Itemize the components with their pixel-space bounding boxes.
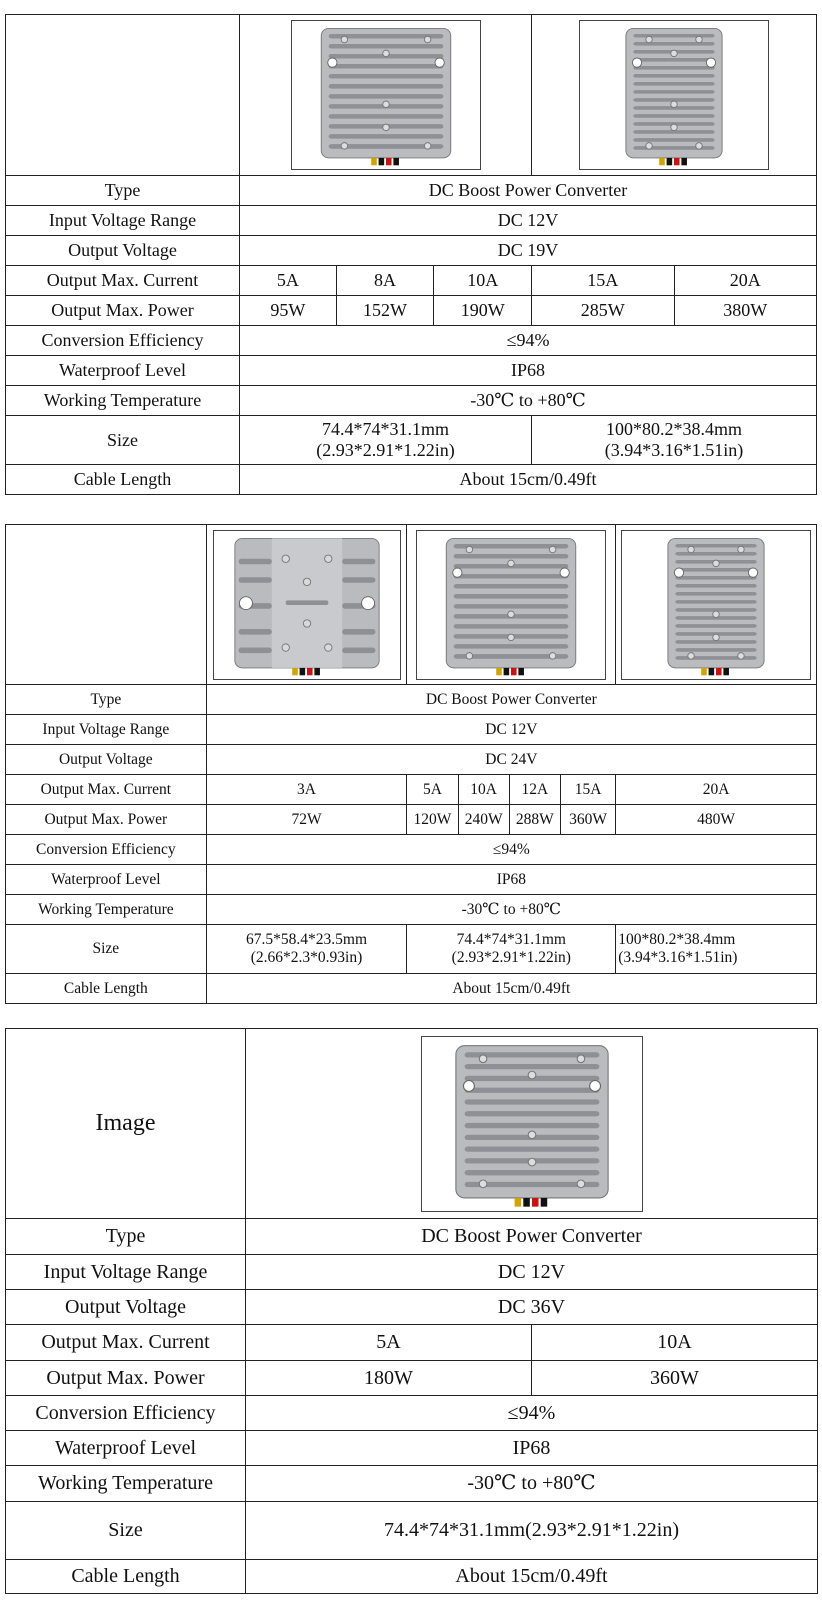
converter-illustration — [622, 531, 810, 679]
current-cell: 3A — [206, 775, 407, 805]
size-in: (3.94*3.16*1.51in) — [604, 440, 744, 460]
row-label: Conversion Efficiency — [6, 326, 240, 356]
size-in: (2.93*2.91*1.22in) — [316, 440, 455, 460]
row-value: IP68 — [246, 1431, 818, 1466]
row-value: DC Boost Power Converter — [206, 685, 816, 715]
power-cell: 190W — [434, 296, 532, 326]
row-label: Waterproof Level — [6, 1431, 246, 1466]
size-in: (2.93*2.91*1.22in) — [451, 949, 571, 966]
row-value: DC 19V — [240, 236, 817, 266]
size-cell — [616, 925, 817, 974]
image-label-cell — [6, 15, 240, 176]
row-value: ≤94% — [206, 835, 816, 865]
row-value: -30℃ to +80℃ — [206, 895, 816, 925]
product-image-cell — [240, 15, 532, 176]
product-image-cell — [532, 15, 817, 176]
current-cell: 10A — [458, 775, 509, 805]
row-value: About 15cm/0.49ft — [246, 1560, 818, 1594]
row-label: Output Voltage — [6, 745, 207, 775]
size-in: (3.94*3.16*1.51in) — [618, 949, 738, 966]
row-value: IP68 — [206, 865, 816, 895]
row-label: Output Voltage — [6, 1290, 246, 1325]
row-label: Size — [6, 416, 240, 465]
current-cell: 12A — [509, 775, 560, 805]
size-in: (2.66*2.3*0.93in) — [250, 949, 363, 966]
converter-illustration — [580, 21, 768, 169]
converter-illustration — [292, 21, 480, 169]
row-label: Input Voltage Range — [6, 206, 240, 236]
row-label: Waterproof Level — [6, 356, 240, 386]
converter-photo-large — [621, 530, 811, 680]
row-value: About 15cm/0.49ft — [206, 974, 816, 1004]
size-mm: 74.4*74*31.1mm — [322, 419, 450, 440]
row-value: DC 36V — [246, 1290, 818, 1325]
row-label: Waterproof Level — [6, 865, 207, 895]
spec-table-36v — [5, 1028, 818, 1594]
row-value: DC Boost Power Converter — [240, 176, 817, 206]
row-label: Cable Length — [6, 1560, 246, 1594]
row-label: Output Max. Current — [6, 266, 240, 296]
power-cell: 152W — [336, 296, 434, 326]
row-label: Size — [6, 1502, 246, 1560]
spec-table-19v — [5, 14, 817, 495]
row-label: Working Temperature — [6, 1466, 246, 1502]
power-cell: 360W — [532, 1361, 818, 1396]
power-cell: 95W — [240, 296, 337, 326]
row-label: Cable Length — [6, 974, 207, 1004]
current-cell: 15A — [560, 775, 615, 805]
size-mm: 67.5*58.4*23.5mm — [246, 931, 368, 949]
power-cell: 285W — [532, 296, 674, 326]
product-image-cell — [407, 525, 616, 685]
power-cell: 120W — [407, 805, 458, 835]
converter-photo-medium — [291, 20, 481, 170]
row-label: Output Max. Power — [6, 805, 207, 835]
row-label: Size — [6, 925, 207, 974]
converter-photo-small — [213, 530, 401, 680]
converter-photo-large — [579, 20, 769, 170]
current-cell: 5A — [246, 1325, 532, 1361]
row-label: Conversion Efficiency — [6, 835, 207, 865]
size-cell — [407, 925, 616, 974]
power-cell: 480W — [616, 805, 817, 835]
row-value: ≤94% — [246, 1396, 818, 1431]
image-label: Image — [6, 1029, 246, 1219]
row-value: DC 12V — [206, 715, 816, 745]
row-value: DC Boost Power Converter — [246, 1219, 818, 1255]
converter-illustration — [417, 531, 605, 679]
current-cell: 10A — [434, 266, 532, 296]
row-label: Output Max. Power — [6, 296, 240, 326]
power-cell: 72W — [206, 805, 407, 835]
current-cell: 10A — [532, 1325, 818, 1361]
size-mm: 100*80.2*38.4mm — [618, 931, 736, 949]
row-label: Output Max. Current — [6, 775, 207, 805]
row-value: DC 12V — [240, 206, 817, 236]
converter-photo-medium — [416, 530, 606, 680]
power-cell: 288W — [509, 805, 560, 835]
row-value: About 15cm/0.49ft — [240, 465, 817, 495]
converter-photo-medium — [421, 1036, 643, 1212]
row-label: Output Max. Power — [6, 1361, 246, 1396]
current-cell: 15A — [532, 266, 674, 296]
size-mm: 100*80.2*38.4mm — [606, 419, 743, 440]
row-value: DC 12V — [246, 1255, 818, 1290]
size-cell — [532, 416, 817, 465]
size-cell — [206, 925, 407, 974]
row-label: Input Voltage Range — [6, 715, 207, 745]
product-image-cell — [616, 525, 817, 685]
image-label-cell — [6, 525, 207, 685]
row-value: -30℃ to +80℃ — [246, 1466, 818, 1502]
row-value: DC 24V — [206, 745, 816, 775]
row-value: 74.4*74*31.1mm(2.93*2.91*1.22in) — [246, 1502, 818, 1560]
power-cell: 380W — [674, 296, 817, 326]
row-value: IP68 — [240, 356, 817, 386]
current-cell: 20A — [616, 775, 817, 805]
row-label: Cable Length — [6, 465, 240, 495]
row-label: Type — [6, 1219, 246, 1255]
converter-illustration — [422, 1037, 642, 1211]
row-label: Conversion Efficiency — [6, 1396, 246, 1431]
row-label: Working Temperature — [6, 895, 207, 925]
product-image-cell — [206, 525, 407, 685]
product-image-cell — [246, 1029, 818, 1219]
spec-table-24v — [5, 524, 817, 1004]
row-label: Input Voltage Range — [6, 1255, 246, 1290]
current-cell: 8A — [336, 266, 434, 296]
power-cell: 180W — [246, 1361, 532, 1396]
current-cell: 5A — [407, 775, 458, 805]
power-cell: 360W — [560, 805, 615, 835]
converter-illustration — [214, 531, 400, 679]
row-label: Type — [6, 685, 207, 715]
row-label: Working Temperature — [6, 386, 240, 416]
size-cell — [240, 416, 532, 465]
power-cell: 240W — [458, 805, 509, 835]
row-value: ≤94% — [240, 326, 817, 356]
current-cell: 5A — [240, 266, 337, 296]
row-label: Output Voltage — [6, 236, 240, 266]
size-mm: 74.4*74*31.1mm — [456, 931, 566, 949]
current-cell: 20A — [674, 266, 817, 296]
row-label: Type — [6, 176, 240, 206]
row-label: Output Max. Current — [6, 1325, 246, 1361]
row-value: -30℃ to +80℃ — [240, 386, 817, 416]
